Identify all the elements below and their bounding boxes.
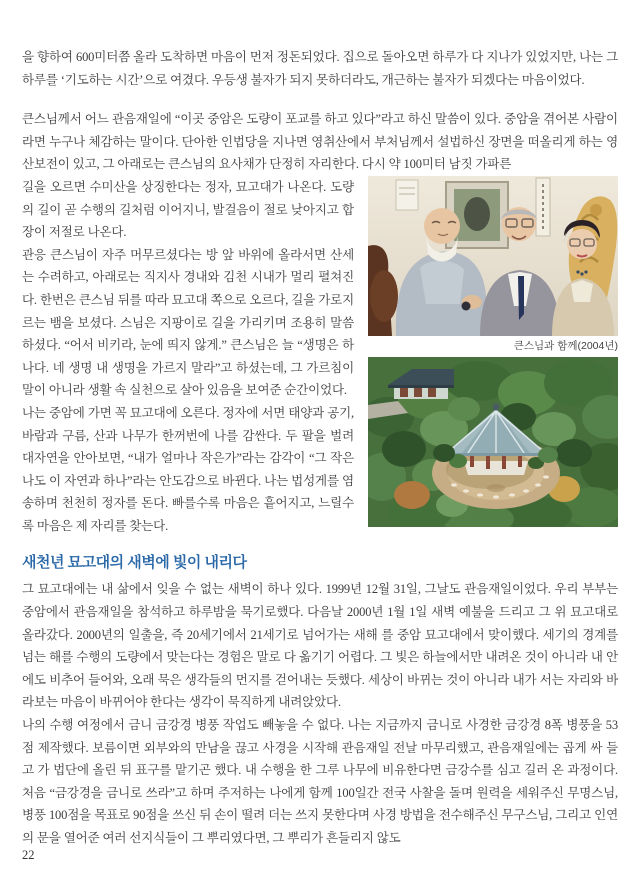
paragraph-5: 그 묘고대에는 내 삶에서 잊을 수 없는 새벽이 하나 있다. 1999년 12월 31일, 그날도 관음재일이었다. 우리 부부는 중암에서 관음재일을 참석하고 하루밤을 묵기로했다. 다음날 2000년 1월 1일 새벽 예불을 드리고 그 위 묘고대로 올라갔다. 2000년의 일출을, 즉 20세기에서 21세기로 넘어가는 새해 를 중암 묘고대에서 맞이했다. 세기의 경계를 넘는 해를 수행의 도량에서 맞는다는 경험은 말로 다 옮기기 어렵다. 그 빛은 하늘에서만 내려온 것이 아니라 내 안에도 비추어 들어와, 오래 묵은 생각들의 먼지를 걷어내는 듯했다. 세상이 바뀌는 것이 아니라 내가 서는 자리와 바라보는 마음이 바뀌어야 한다는 생각이 묵직하게 내려앉았다. — [22, 582, 618, 710]
paragraph-2-fullwidth: 큰스님께서 어느 관음재일에 “이곳 중암은 도량이 포교를 하고 있다”라고 하신 말씀이 있다. 중암을 겪어본 사람이라면 누구나 체감하는 말이다. 단아한 인법당을 지나면 영취산에서 부처님께서 설법하신 장면을 떠올리게 하는 영산보전이 있고, 그 아래로는 큰스님의 요사채가 단정히 자리한다. 다시 약 100미터 남짓 가파른 — [22, 112, 618, 172]
aerial-pavilion-photo — [368, 357, 618, 527]
page-content — [22, 46, 618, 850]
paragraph-2-wrapped: 길을 오르면 수미산을 상징한다는 정자, 묘고대가 나온다. 도량의 길이 곧 수행의 길처럼 이어지니, 발걸음이 절로 낮아지고 합장이 저절로 나온다. — [22, 179, 354, 240]
monk-group-photo — [368, 176, 618, 336]
paragraph-1: 을 향하여 600미터쯤 올라 도착하면 마음이 먼저 정돈되었다. 집으로 돌아오면 하루가 다 지나가 있었지만, 나는 그 하루를 ‘기도하는 시간’으로 여겼다. 우등생 불자가 되지 못하더라도, 개근하는 불자가 되겠다는 마음이었다. — [22, 50, 618, 87]
paragraph-3: 관응 큰스님이 자주 머무르셨다는 방 앞 바위에 올라서면 산세는 수려하고, 아래로는 직지사 경내와 김천 시내가 멀리 펼쳐진다. 한번은 큰스님 뒤를 따라 묘고대 쪽으로 오르다, 길을 가로지르는 뱀을 보셨다. 스님은 지팡이로 길을 가리키며 조용히 말씀하셨다. “어서 비키라, 눈에 띄지 않게.” 큰스님은 늘 “생명은 하나다. 네 생명 내 생명을 가르지 말라”고 하셨는데, 그 가르침이 말이 아니라 생활 속 실천으로 살아 있음을 보여준 순간이었다. — [22, 247, 354, 398]
paragraph-4: 나는 중암에 가면 꼭 묘고대에 오른다. 정자에 서면 태양과 공기, 바람과 구름, 산과 나무가 한꺼번에 나를 감싼다. 두 팔을 벌려 대자연을 안아보면, “내가 얼마나 작은가”라는 감각이 “그 작은 나도 이 자연과 하나”라는 안도감으로 바뀐다. 나는 법성게를 염송하며 천천히 정자를 돈다. 빠를수록 마음은 흩어지고, 느릴수록 마음은 제 자리를 찾는다. — [22, 405, 354, 533]
paragraph-6: 나의 수행 여정에서 금니 금강경 병풍 작업도 빼놓을 수 없다. 나는 지금까지 금니로 사경한 금강경 8폭 병풍을 53점 제작했다. 보름이면 외부와의 만남을 끊고 사경을 시작해 관음재일 전날 마무리했고, 관음재일에는 곱게 싸 들고 가 법단에 올린 뒤 표구를 맡기곤 했다. 내 수행을 한 그루 나무에 비유한다면 금강수를 심고 길러 온 과정이다. 처음 “금강경을 금니로 쓰라”고 하며 주저하는 나에게 함께 100일간 전국 사찰을 돌며 원력을 세워주신 무명스님, 병풍 100점을 목표로 90점을 쓰신 뒤 손이 떨려 더는 쓰지 못한다며 사경 방법을 전수해주신 무구스님, 그리고 인연의 문을 열어준 여러 선지식들이 그 뿌리였다면, 그 뿌리가 흔들리지 않도 — [22, 718, 618, 845]
photo-column — [368, 176, 618, 527]
section-heading: 새천년 묘고대의 새벽에 빛이 내리다 — [22, 554, 247, 572]
photo-caption: 큰스님과 함께(2004년) — [513, 339, 618, 352]
page-number: 22 — [22, 848, 35, 862]
